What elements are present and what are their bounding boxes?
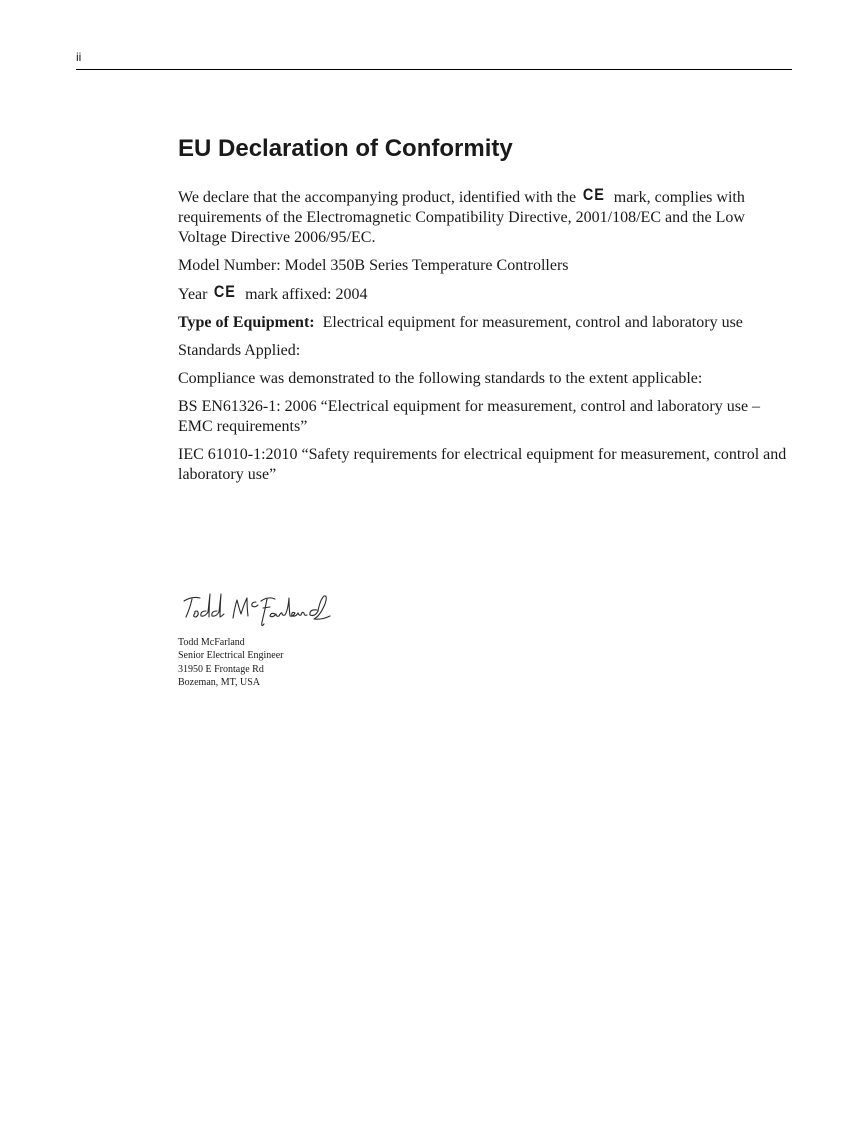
declaration-text-start: We declare that the accompanying product, identified with the bbox=[178, 189, 577, 206]
signatory-address-line-2: Bozeman, MT, USA bbox=[178, 676, 261, 688]
handwritten-signature bbox=[178, 586, 338, 636]
declaration-text-end: mark, complies with requirements of the Electromagnetic Compatibility Directive, 2001/108/EC and the Low Voltage Directive 2006/95/EC. bbox=[178, 189, 745, 246]
compliance-statement: Compliance was demonstrated to the following standards to the extent applicable: bbox=[178, 370, 703, 387]
model-number: Model Number: Model 350B Series Temperature Controllers bbox=[178, 257, 569, 274]
signatory-title: Senior Electrical Engineer bbox=[178, 650, 284, 662]
signatory-block bbox=[178, 636, 284, 689]
page-title: EU Declaration of Conformity bbox=[178, 135, 513, 162]
ce-mark-icon: CE bbox=[583, 185, 605, 204]
type-of-equipment-label: Type of Equipment: bbox=[178, 314, 315, 331]
year-value: mark affixed: 2004 bbox=[245, 286, 368, 303]
year-ce-mark-affixed bbox=[178, 284, 790, 305]
signatory-name: Todd McFarland bbox=[178, 637, 245, 648]
signatory-address-line-1: 31950 E Frontage Rd bbox=[178, 663, 264, 675]
declaration-paragraph bbox=[178, 187, 790, 248]
declaration-content bbox=[178, 134, 790, 493]
header-rule bbox=[76, 69, 792, 70]
standard-emc: BS EN61326-1: 2006 “Electrical equipment for measurement, control and laboratory use – EMC requirements” bbox=[178, 398, 761, 435]
standard-safety: IEC 61010-1:2010 “Safety requirements for electrical equipment for measurement, control and laboratory use” bbox=[178, 446, 787, 483]
standards-applied: Standards Applied: bbox=[178, 342, 301, 359]
ce-mark-icon: CE bbox=[214, 282, 237, 301]
type-of-equipment-value: Electrical equipment for measurement, control and laboratory use bbox=[322, 314, 743, 331]
year-label: Year bbox=[178, 286, 208, 303]
type-of-equipment bbox=[178, 313, 790, 333]
page-number: ii bbox=[76, 50, 82, 64]
